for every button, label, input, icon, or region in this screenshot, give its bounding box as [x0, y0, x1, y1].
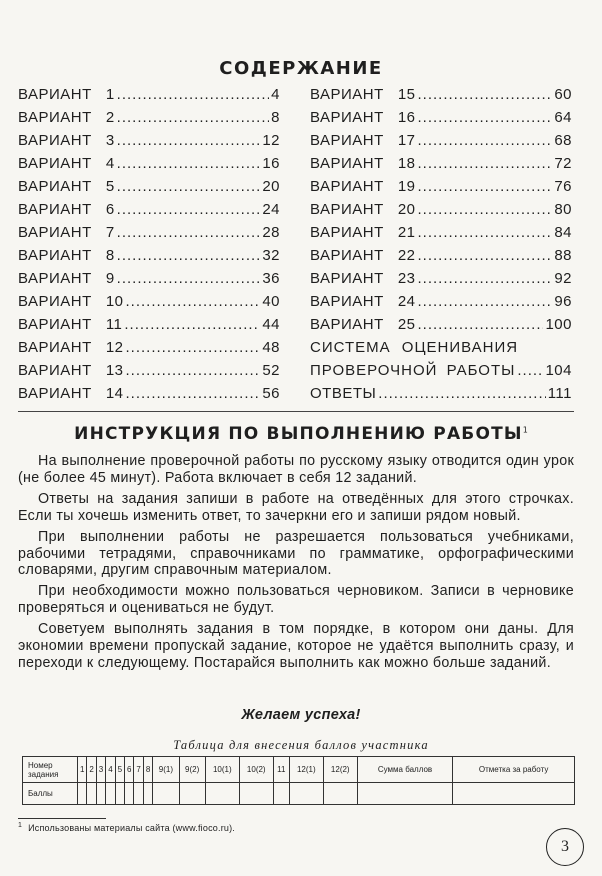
toc-entry-label: ВАРИАНТ: [310, 155, 384, 172]
toc-entry: [310, 86, 572, 109]
points-cell[interactable]: [134, 783, 143, 805]
toc-entry: [310, 316, 572, 339]
toc-entry: [310, 155, 572, 178]
toc-entry: [310, 132, 572, 155]
toc-system-label-1: СИСТЕМА ОЦЕНИВАНИЯ: [310, 339, 519, 356]
instructions-paragraph: При выполнении работы не разрешается пользоваться учебниками, рабочими тетрадями, справочниками по грамматике, орфографическими словарями, другим справочным материалом.: [18, 528, 574, 579]
toc-entry-page: 8: [271, 109, 280, 126]
toc-entry-page: 24: [262, 201, 280, 218]
task-number-cell: 12(1): [289, 757, 323, 783]
toc-entry-page: 36: [262, 270, 280, 287]
toc-entry-number: 7: [105, 224, 115, 241]
toc-entry-page: 72: [554, 155, 572, 172]
toc-entry-number: 20: [397, 201, 416, 218]
points-cell[interactable]: [179, 783, 205, 805]
toc-entry-label: ВАРИАНТ: [18, 293, 92, 310]
toc-entry: [310, 224, 572, 247]
task-number-cell: 1: [78, 757, 87, 783]
sum-header: Сумма баллов: [357, 757, 453, 783]
toc-entry-number: 8: [105, 247, 115, 264]
toc-entry-number: 16: [397, 109, 416, 126]
good-luck-text: Желаем успеха!: [241, 707, 361, 723]
toc-entry-page: 20: [262, 178, 280, 195]
task-number-cell: 9(1): [153, 757, 179, 783]
task-number-cell: 7: [134, 757, 143, 783]
toc-entry: [18, 316, 280, 339]
footnote: [18, 822, 235, 833]
toc-entry-label: ВАРИАНТ: [18, 86, 92, 103]
footnote-ref: 1: [522, 425, 528, 435]
toc-entry: [310, 178, 572, 201]
instructions-paragraph: Советуем выполнять задания в том порядке, в котором они даны. Для экономии времени пропускай задание, которое не удаётся выполнить сразу, и переходи к следующему. Постарайся выполнить как можно больше заданий.: [18, 621, 574, 671]
toc-entry-label: ВАРИАНТ: [18, 201, 92, 218]
toc-entry-number: 25: [397, 316, 416, 333]
toc-entry-number: 5: [105, 178, 115, 195]
toc-entry: [18, 109, 280, 132]
toc-entry-page: 68: [554, 132, 572, 149]
toc-entry: [18, 293, 280, 316]
toc-entry-label: ВАРИАНТ: [310, 293, 384, 310]
toc-entry-number: 18: [397, 155, 416, 172]
task-number-cell: 6: [125, 757, 134, 783]
task-number-cell: 5: [115, 757, 124, 783]
task-number-cell: 4: [106, 757, 115, 783]
toc-entry-page: 100: [545, 316, 572, 333]
toc-entry-number: 22: [397, 247, 416, 264]
instructions-paragraph: На выполнение проверочной работы по русскому языку отводится один урок (не более 45 минут). Работа включает в себя 12 заданий.: [18, 453, 574, 486]
toc-entry-page: 88: [554, 247, 572, 264]
toc-entry-label: ВАРИАНТ: [18, 132, 92, 149]
toc-entry-number: 23: [397, 270, 416, 287]
toc-system-line1: [310, 339, 572, 362]
toc-entry: [18, 247, 280, 270]
toc-system-label-2: ПРОВЕРОЧНОЙ РАБОТЫ: [310, 362, 516, 379]
instructions-paragraph: Ответы на задания запиши в работе на отведённых для этого строчках. Если ты хочешь изменить ответ, то зачеркни его и запиши рядом новый.: [18, 490, 574, 524]
section-divider: [18, 411, 574, 412]
toc-entry-label: ВАРИАНТ: [18, 224, 92, 241]
toc-entry-label: ВАРИАНТ: [18, 270, 92, 287]
score-table-caption: Таблица для внесения баллов участника: [173, 738, 429, 752]
toc-system-line2: [310, 362, 572, 385]
footnote-mark: 1: [18, 822, 23, 829]
instructions-title: ИНСТРУКЦИЯ ПО ВЫПОЛНЕНИЮ РАБОТЫ$^1$: [74, 424, 528, 444]
toc-entry-label: ВАРИАНТ: [310, 270, 384, 287]
toc-entry-label: ВАРИАНТ: [310, 224, 384, 241]
toc-entry-number: 13: [105, 362, 124, 379]
footnote-divider: [18, 818, 106, 819]
toc-entry: [18, 178, 280, 201]
task-number-cell: 10(2): [239, 757, 273, 783]
toc-entry: [18, 132, 280, 155]
task-number-cell: 8: [143, 757, 152, 783]
toc-entry: [310, 247, 572, 270]
toc-entry: [310, 201, 572, 224]
toc-entry-number: 9: [105, 270, 115, 287]
toc-answers-page: 111: [547, 385, 572, 402]
toc-entry-label: ВАРИАНТ: [310, 201, 384, 218]
toc-entry-page: 60: [554, 86, 572, 103]
toc-title: СОДЕРЖАНИЕ: [219, 58, 383, 79]
toc-entry-page: 64: [554, 109, 572, 126]
points-cell[interactable]: [115, 783, 124, 805]
footnote-text: Использованы материалы сайта (www.fioco.ru).: [28, 823, 235, 833]
points-cell[interactable]: [323, 783, 357, 805]
toc-answers-entry: [310, 385, 572, 408]
toc-entry: [18, 362, 280, 385]
toc-entry-page: 56: [262, 385, 280, 402]
points-cell[interactable]: [153, 783, 179, 805]
instructions-paragraph: При необходимости можно пользоваться черновиком. Записи в черновике проверяться и оцениваться не будут.: [18, 583, 574, 617]
toc-entry-label: ВАРИАНТ: [310, 178, 384, 195]
toc-entry-page: 76: [554, 178, 572, 195]
toc-entry-number: 21: [397, 224, 416, 241]
toc-entry: [18, 224, 280, 247]
sum-cell[interactable]: [357, 783, 453, 805]
toc-entry-number: 4: [105, 155, 115, 172]
toc-entry-label: ВАРИАНТ: [310, 247, 384, 264]
toc-entry-label: ВАРИАНТ: [18, 178, 92, 195]
mark-cell[interactable]: [453, 783, 575, 805]
toc-entry-number: 17: [397, 132, 416, 149]
score-table-header-row: [23, 757, 575, 783]
toc-entry-page: 80: [554, 201, 572, 218]
points-cell[interactable]: [96, 783, 105, 805]
toc-entry-label: ВАРИАНТ: [18, 362, 92, 379]
toc-entry: [18, 201, 280, 224]
score-table-points-row: [23, 783, 575, 805]
toc-system-page: 104: [545, 362, 572, 379]
toc-entry-number: 2: [105, 109, 115, 126]
page-number: 3: [546, 828, 584, 866]
toc-entry-page: 92: [554, 270, 572, 287]
task-number-cell: 12(2): [323, 757, 357, 783]
toc-entry-number: 24: [397, 293, 416, 310]
toc-entry: [18, 155, 280, 178]
toc-entry: [18, 339, 280, 362]
mark-header: Отметка за работу: [453, 757, 575, 783]
task-number-cell: 3: [96, 757, 105, 783]
toc-entry-page: 52: [262, 362, 280, 379]
toc-entry-page: 16: [262, 155, 280, 172]
toc-entry: [310, 109, 572, 132]
toc-entry-label: ВАРИАНТ: [310, 86, 384, 103]
toc-entry-page: 96: [554, 293, 572, 310]
toc-entry-label: ВАРИАНТ: [18, 109, 92, 126]
toc-answers-label: ОТВЕТЫ: [310, 385, 377, 402]
toc-right-column: [310, 86, 572, 408]
points-cell[interactable]: [239, 783, 273, 805]
toc-entry: [18, 385, 280, 408]
toc-entry-number: 11: [105, 316, 123, 333]
toc-entry: [18, 86, 280, 109]
toc-entry-label: ВАРИАНТ: [18, 385, 92, 402]
toc-entry-page: 32: [262, 247, 280, 264]
toc-entry-label: ВАРИАНТ: [310, 316, 384, 333]
toc-entry-page: 28: [262, 224, 280, 241]
toc-entry-number: 6: [105, 201, 115, 218]
instructions-body: [18, 453, 574, 676]
points-cell[interactable]: [78, 783, 87, 805]
toc-entry-number: 14: [105, 385, 124, 402]
toc-left-column: [18, 86, 280, 408]
toc-entry-label: ВАРИАНТ: [18, 316, 92, 333]
toc-entry: [310, 270, 572, 293]
points-cell[interactable]: [106, 783, 115, 805]
task-number-cell: 9(2): [179, 757, 205, 783]
task-number-cell: 10(1): [205, 757, 239, 783]
points-cell[interactable]: [205, 783, 239, 805]
task-number-label: Номер задания: [23, 757, 78, 783]
toc-entry-label: ВАРИАНТ: [18, 247, 92, 264]
toc-entry-number: 3: [105, 132, 115, 149]
task-number-cell: 11: [273, 757, 289, 783]
points-cell[interactable]: [289, 783, 323, 805]
toc-entry-label: ВАРИАНТ: [310, 132, 384, 149]
toc-entry: [18, 270, 280, 293]
points-cell[interactable]: [143, 783, 152, 805]
toc-entry-number: 10: [105, 293, 124, 310]
points-label: Баллы: [23, 783, 78, 805]
toc-entry: [310, 293, 572, 316]
toc-entry-page: 4: [271, 86, 280, 103]
toc-entry-page: 44: [262, 316, 280, 333]
toc-entry-page: 40: [262, 293, 280, 310]
toc-entry-page: 84: [554, 224, 572, 241]
toc-entry-number: 12: [105, 339, 124, 356]
points-cell[interactable]: [273, 783, 289, 805]
points-cell[interactable]: [125, 783, 134, 805]
toc-entry-number: 1: [105, 86, 115, 103]
toc-entry-page: 48: [262, 339, 280, 356]
points-cell[interactable]: [87, 783, 96, 805]
toc-entry-page: 12: [262, 132, 280, 149]
toc-entry-label: ВАРИАНТ: [18, 339, 92, 356]
toc-entry-label: ВАРИАНТ: [310, 109, 384, 126]
toc-entry-label: ВАРИАНТ: [18, 155, 92, 172]
task-number-cell: 2: [87, 757, 96, 783]
score-table: [22, 756, 575, 805]
toc-entry-number: 19: [397, 178, 416, 195]
toc-entry-number: 15: [397, 86, 416, 103]
